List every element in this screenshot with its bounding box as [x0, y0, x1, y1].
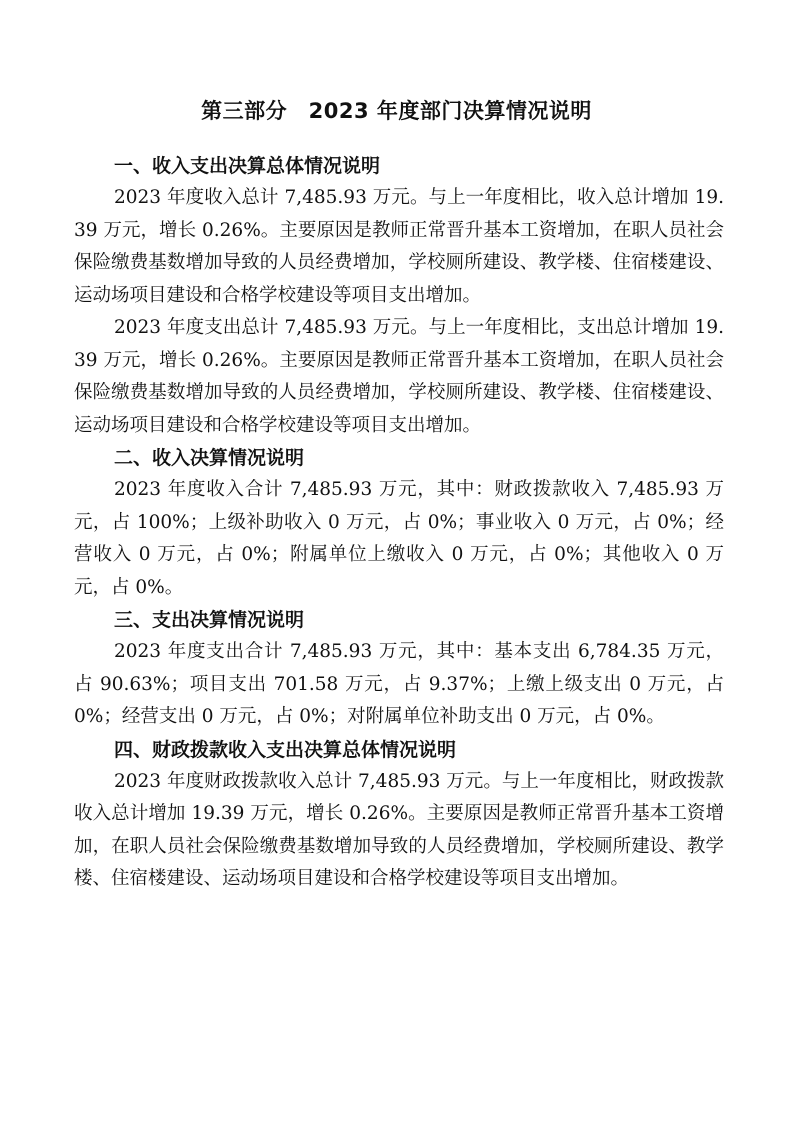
section-heading: 二、收入决算情况说明 — [114, 447, 305, 469]
section-heading: 三、支出决算情况说明 — [114, 609, 305, 631]
section-income-expense-overview — [74, 150, 724, 442]
paragraph-fiscal-appropriation: 2023 年度财政拨款收入总计 7,485.93 万元。与上一年度相比，财政拨款收入总计增加 19.39 万元，增长 0.26%。主要原因是教师正常晋升基本工资增加，在职人员社会保险缴费基数增加导致的人员经费增加，学校厕所建设、教学楼、住宿楼建设、运动场项目建设和合格学校建设等项目支出增加。 — [74, 770, 724, 889]
section-heading: 一、收入支出决算总体情况说明 — [114, 155, 381, 177]
section-income-details — [74, 442, 724, 604]
paragraph-expense-total: 2023 年度支出总计 7,485.93 万元。与上一年度相比，支出总计增加 19.39 万元，增长 0.26%。主要原因是教师正常晋升基本工资增加，在职人员社会保险缴费基数增加导致的人员经费增加，学校厕所建设、教学楼、住宿楼建设、运动场项目建设和合格学校建设等项目支出增加。 — [74, 317, 724, 436]
section-heading: 四、财政拨款收入支出决算总体情况说明 — [114, 738, 457, 761]
paragraph-expense-breakdown: 2023 年度支出合计 7,485.93 万元，其中：基本支出 6,784.35 万元，占 90.63%；项目支出 701.58 万元，占 9.37%；上缴上级支出 0 万元，占 0%；经营支出 0 万元，占 0%；对附属单位补助支出 0 万元，占 0%。 — [74, 641, 724, 727]
paragraph-income-total: 2023 年度收入总计 7,485.93 万元。与上一年度相比，收入总计增加 19.39 万元，增长 0.26%。主要原因是教师正常晋升基本工资增加，在职人员社会保险缴费基数增加导致的人员经费增加，学校厕所建设、教学楼、住宿楼建设、运动场项目建设和合格学校建设等项目支出增加。 — [74, 187, 724, 306]
section-expense-details — [74, 604, 724, 734]
paragraph-income-breakdown: 2023 年度收入合计 7,485.93 万元，其中：财政拨款收入 7,485.93 万元，占 100%；上级补助收入 0 万元，占 0%；事业收入 0 万元，占 0%；经营收入 0 万元，占 0%；附属单位上缴收入 0 万元，占 0%；其他收入 0 万元，占 0%。 — [74, 479, 724, 598]
section-fiscal-appropriation-overview — [74, 734, 724, 896]
page-title: 第三部分 2023 年度部门决算情况说明 — [201, 99, 592, 123]
document-body — [74, 150, 724, 896]
